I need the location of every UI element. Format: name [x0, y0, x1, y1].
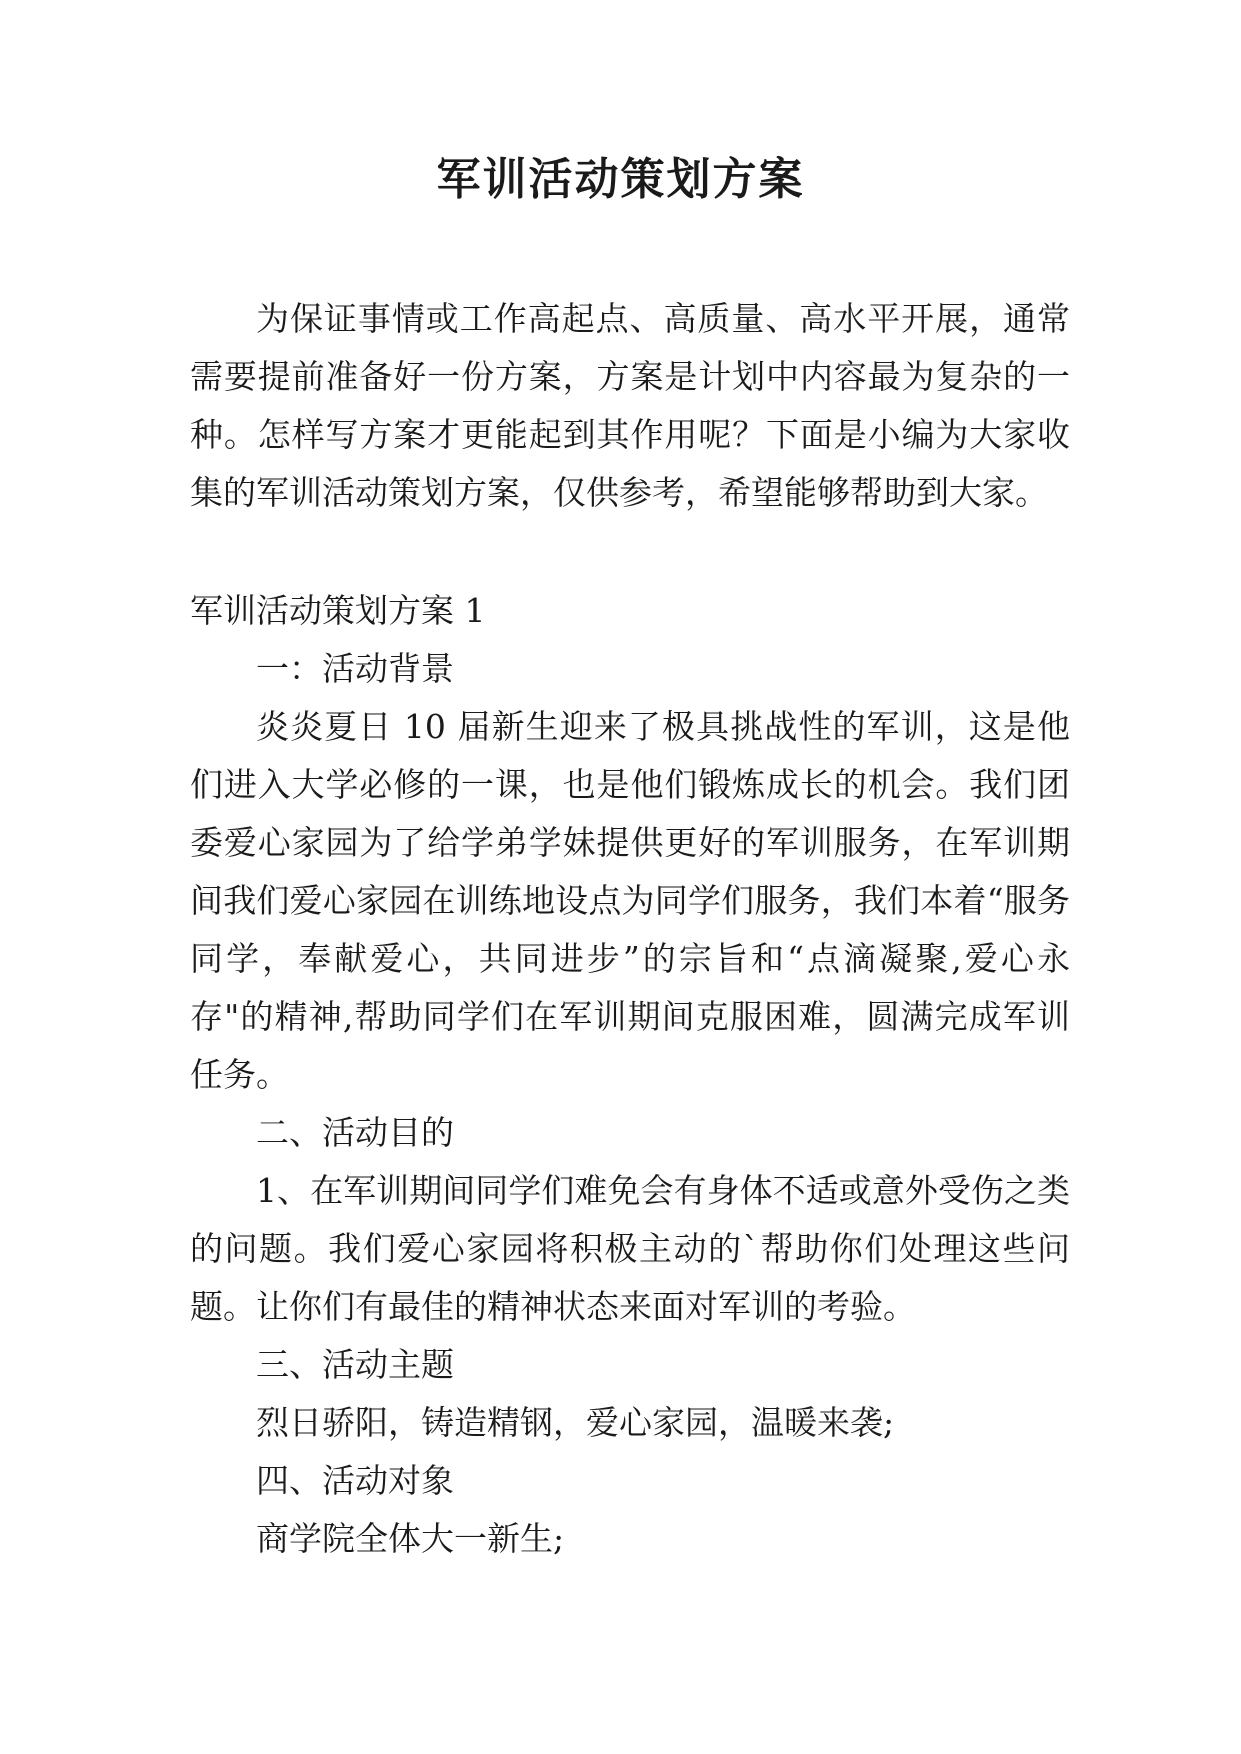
paragraph-spacer	[190, 522, 1070, 582]
document-title: 军训活动策划方案	[436, 154, 805, 205]
heading-background: 一：活动背景	[256, 649, 454, 688]
audience-paragraph: 商学院全体大一新生;	[256, 1519, 565, 1558]
heading-purpose: 二、活动目的	[256, 1113, 454, 1152]
heading-audience: 四、活动对象	[256, 1461, 454, 1500]
section-title: 军训活动策划方案 1	[190, 591, 486, 630]
purpose-paragraph: 1、在军训期间同学们难免会有身体不适或意外受伤之类的问题。我们爱心家园将积极主动的`帮助你们处理这些问题。让你们有最佳的精神状态来面对军训的考验。	[190, 1171, 1070, 1326]
intro-paragraph: 为保证事情或工作高起点、高质量、高水平开展，通常需要提前准备好一份方案，方案是计划中内容最为复杂的一种。怎样写方案才更能起到其作用呢？下面是小编为大家收集的军训活动策划方案，仅供参考，希望能够帮助到大家。	[190, 299, 1070, 512]
document-body	[190, 290, 1070, 1568]
theme-paragraph: 烈日骄阳，铸造精钢，爱心家园，温暖来袭;	[256, 1403, 895, 1442]
heading-theme: 三、活动主题	[256, 1345, 454, 1384]
background-paragraph: 炎炎夏日 10 届新生迎来了极具挑战性的军训，这是他们进入大学必修的一课，也是他们锻炼成长的机会。我们团委爱心家园为了给学弟学妹提供更好的军训服务，在军训期间我们爱心家园在训练地设点为同学们服务，我们本着“服务同学，奉献爱心，共同进步”的宗旨和“点滴凝聚,爱心永存"的精神,帮助同学们在军训期间克服困难，圆满完成军训任务。	[190, 707, 1070, 1094]
